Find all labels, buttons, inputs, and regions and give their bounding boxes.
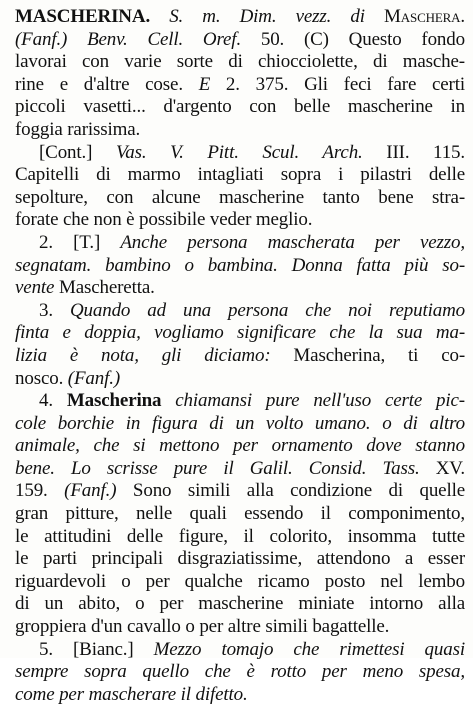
text-line xyxy=(15,503,465,526)
text-line xyxy=(15,661,465,684)
text-run: Maschera. xyxy=(384,6,465,27)
text-line xyxy=(15,164,465,187)
text-line xyxy=(15,255,465,278)
text-run: nosco. xyxy=(15,367,68,389)
text-line xyxy=(15,458,465,481)
headword: MASCHERINA. xyxy=(15,6,151,27)
italic-text: S. m. Dim. vezz. di xyxy=(150,6,385,27)
text-line xyxy=(15,480,465,503)
text-run: Sono simili alla condizione di quelle xyxy=(116,480,465,502)
text-line xyxy=(15,51,465,74)
dictionary-entry-mascherina xyxy=(15,6,465,706)
text-run: gran pitture, nelle quali essendo il componimento, xyxy=(15,503,465,525)
italic-text: Vas. V. Pitt. Scul. Arch. xyxy=(115,141,363,163)
text-line xyxy=(15,413,465,436)
text-line xyxy=(15,571,465,594)
text-line xyxy=(15,74,465,97)
text-line xyxy=(15,526,465,549)
text-run: III. 115. xyxy=(362,141,465,163)
text-run: piccoli vasetti... d'argento con belle mascherine in xyxy=(15,96,465,118)
text-line xyxy=(15,345,465,368)
text-run: 4. xyxy=(39,390,67,412)
text-run: sepolture, con alcune mascherine tanto bene stra- xyxy=(15,186,465,208)
text-line xyxy=(15,684,465,706)
text-run: Mascherina, ti co- xyxy=(270,344,465,366)
text-run: forate che non è possibile veder meglio. xyxy=(15,209,313,231)
text-run: le parti principali disgraziatissime, attendono a esser xyxy=(15,548,465,570)
italic-text: chiamansi pure nell'uso certe pic- xyxy=(161,390,465,412)
italic-text: bene. Lo scrisse pure il Galil. Consid. Tass. xyxy=(15,457,420,479)
italic-text: (Fanf.) xyxy=(64,480,117,502)
text-run: di un abito, o per mascherine miniate intorno alla xyxy=(15,593,465,615)
text-run: Capitelli di marmo intagliati sopra i pilastri delle xyxy=(15,164,465,186)
text-run: 50. (C) Questo fondo xyxy=(241,28,465,50)
italic-text: Anche persona mascherata per vezzo, xyxy=(120,231,465,253)
italic-text: animale, che si mettono per ornamento dove stanno xyxy=(15,435,465,457)
italic-text: (Fanf.) xyxy=(15,28,68,50)
text-line xyxy=(15,119,465,142)
text-run: 2. [T.] xyxy=(39,231,121,253)
italic-text: segnatam. bambino o bambina. Donna fatta più so- xyxy=(15,254,465,276)
italic-text: cole borchie in figura di un volto umano. o di altro xyxy=(15,412,465,434)
text-line xyxy=(15,322,465,345)
text-line xyxy=(15,6,465,29)
text-line xyxy=(15,593,465,616)
text-line xyxy=(15,548,465,571)
italic-text: (Fanf.) xyxy=(67,367,121,389)
text-run: le attitudini delle figure, il colorito, insomma tutte xyxy=(15,525,465,547)
text-run: riguardevoli o per qualche ricamo posto nel lembo xyxy=(15,570,465,592)
text-line xyxy=(15,300,465,323)
text-run: 3. xyxy=(39,299,70,321)
text-line xyxy=(15,616,465,639)
text-run: [Cont.] xyxy=(39,141,116,163)
text-run: XV. xyxy=(419,457,465,479)
italic-text: E xyxy=(198,73,211,95)
text-run: 5. [Bianc.] xyxy=(39,638,154,660)
text-run: lavorai con varie sorte di chiocciolette, di masche- xyxy=(15,51,465,73)
text-line xyxy=(15,435,465,458)
text-line xyxy=(15,232,465,255)
text-run: foggia rarissima. xyxy=(15,118,141,140)
text-run: Mascheretta. xyxy=(54,277,155,299)
text-line xyxy=(15,277,465,300)
text-line xyxy=(15,368,465,391)
headword: Mascherina xyxy=(66,390,162,412)
italic-text: sempre sopra quello che è rotto per meno spesa, xyxy=(15,661,465,683)
text-line xyxy=(15,142,465,165)
italic-text: Benv. Cell. Oref. xyxy=(67,28,242,50)
text-run: rine e d'altre cose. xyxy=(15,73,199,95)
text-run: 159. xyxy=(15,480,65,502)
italic-text: finta e doppia, vogliamo significare che la sua ma- xyxy=(15,322,465,344)
text-line xyxy=(15,96,465,119)
text-line xyxy=(15,390,465,413)
text-run: 2. 375. Gli feci fare certi xyxy=(210,73,465,95)
italic-text: Quando ad una persona che noi reputiamo xyxy=(69,299,465,321)
italic-text: lizia è nota, gli diciamo: xyxy=(15,344,271,366)
italic-text: come per mascherare il difetto. xyxy=(15,683,248,705)
text-line xyxy=(15,187,465,210)
text-line xyxy=(15,29,465,52)
italic-text: Mezzo tomajo che rimettesi quasi xyxy=(153,638,465,660)
italic-text: vente xyxy=(15,277,55,299)
text-line xyxy=(15,209,465,232)
text-run: groppiera d'un cavallo o per altre simili bagattelle. xyxy=(15,616,390,638)
